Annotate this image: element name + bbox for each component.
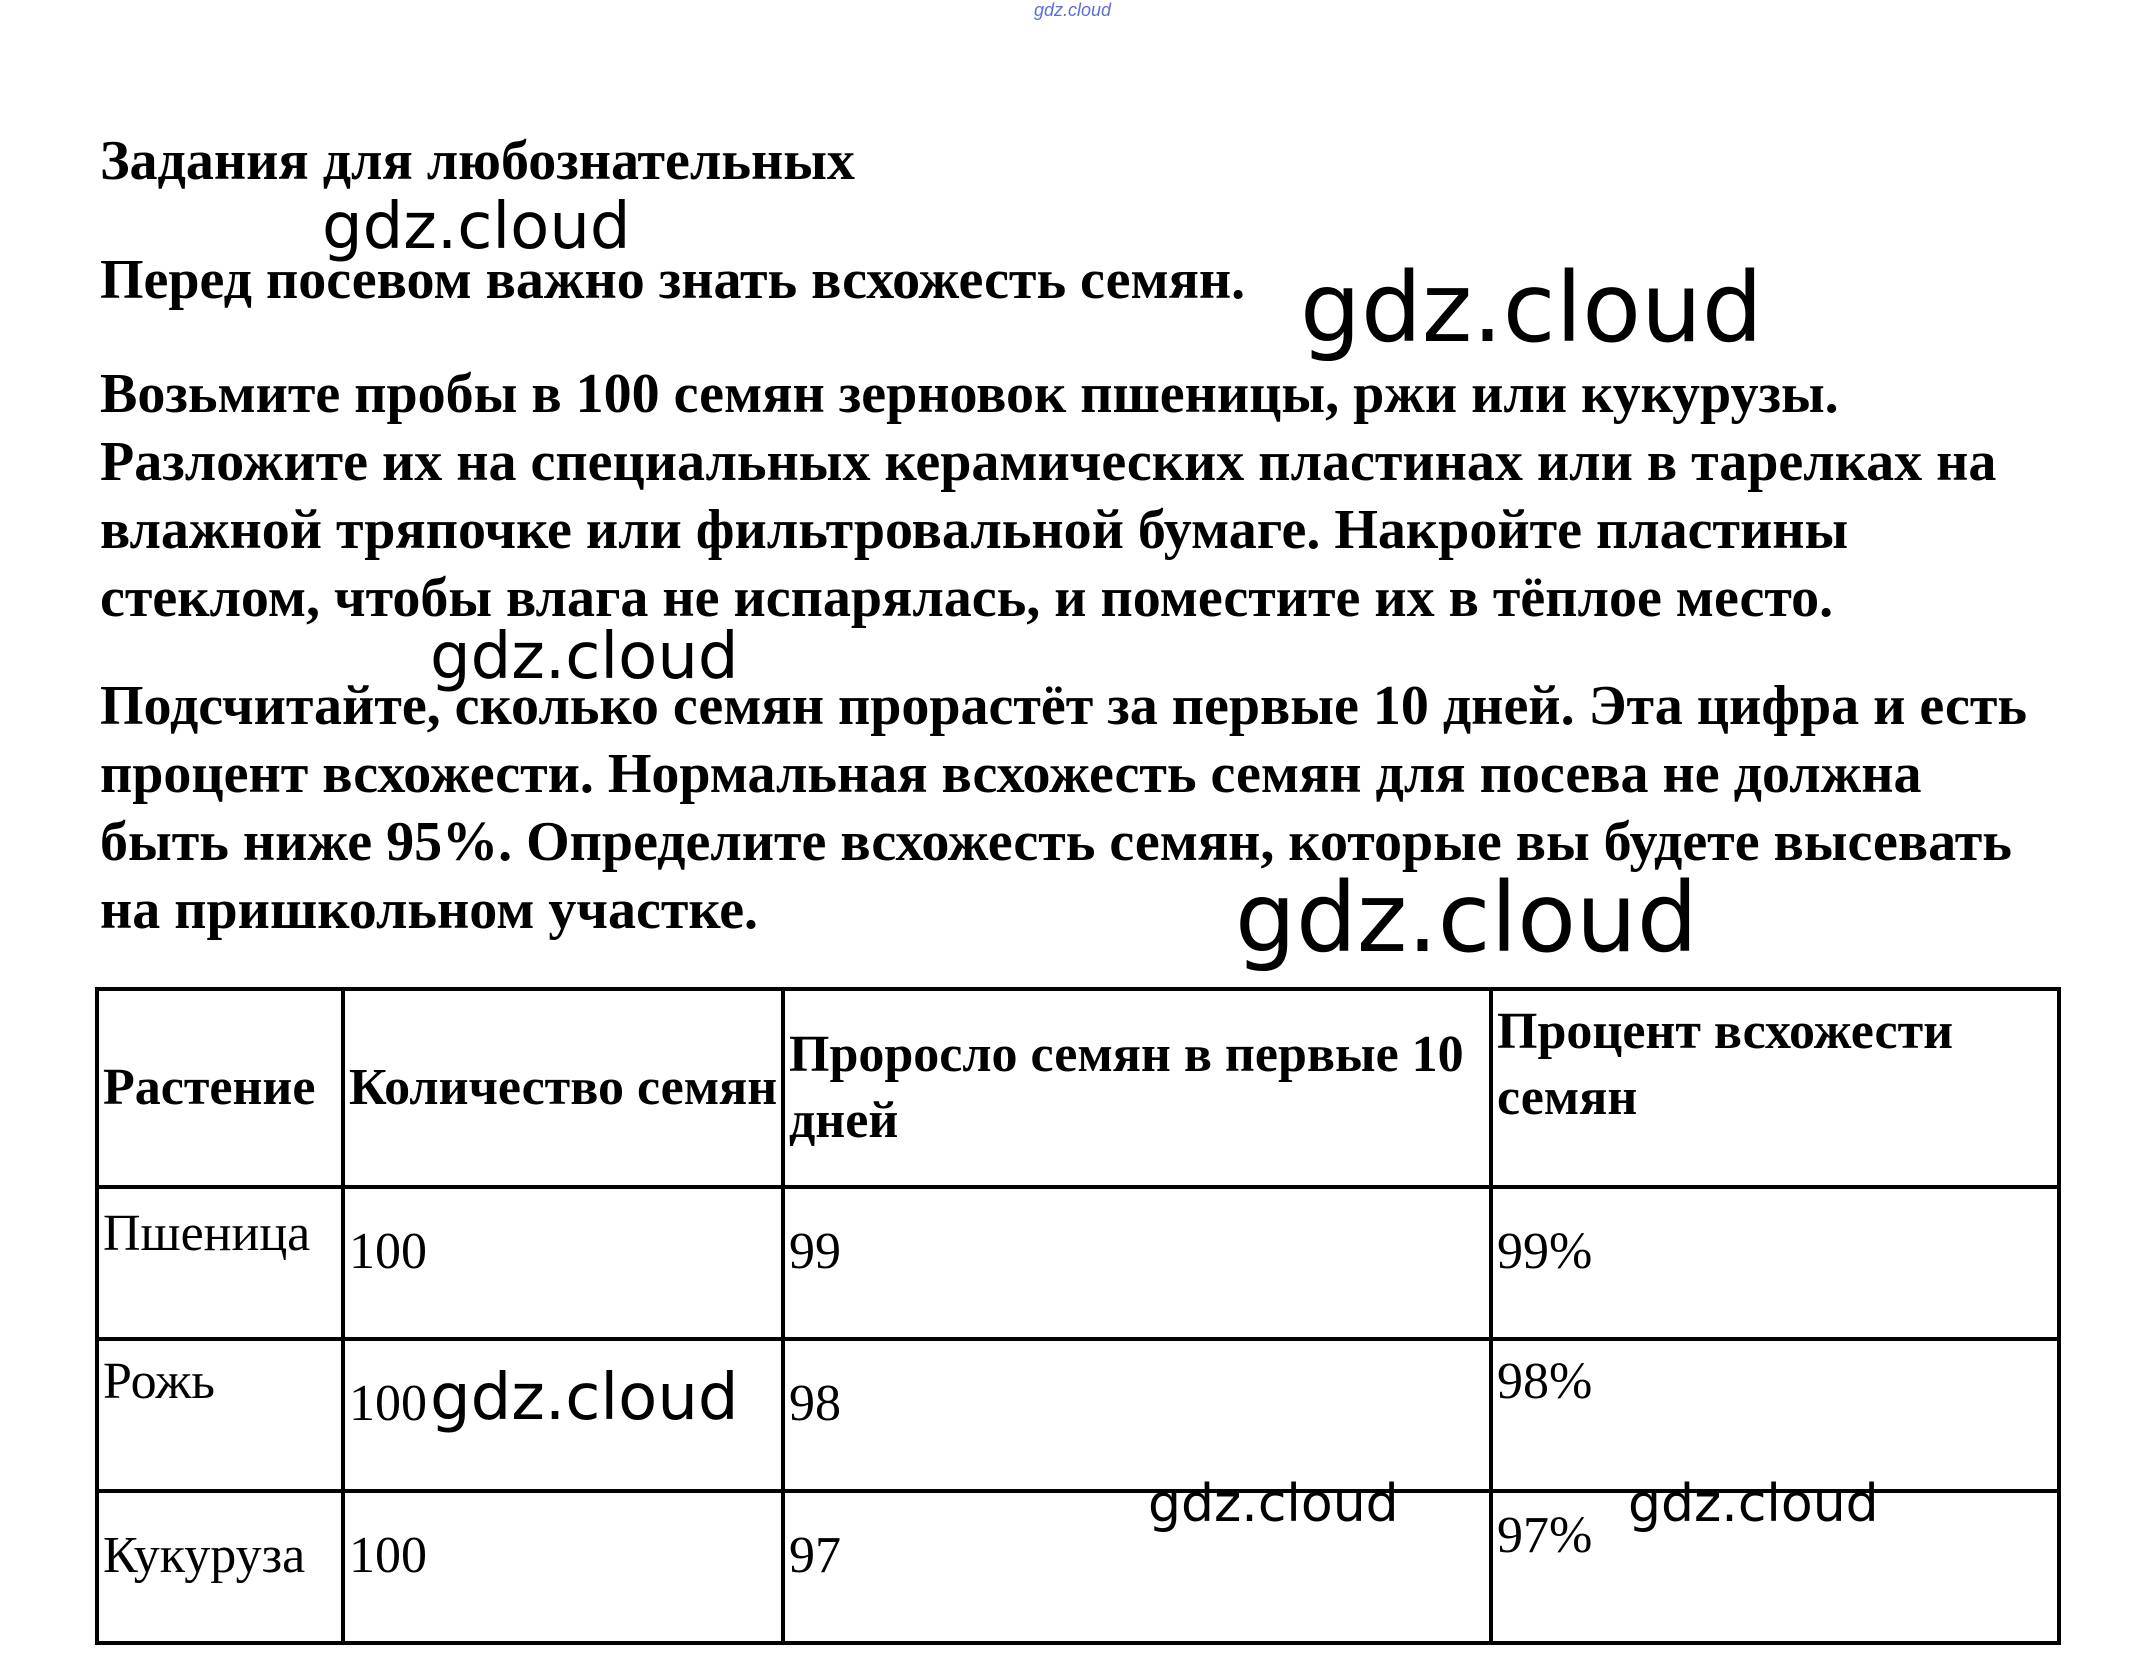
- header-seed-count: Количество семян: [343, 989, 783, 1187]
- watermark: gdz.cloud: [1628, 1474, 1879, 1534]
- table-row: [97, 1187, 2059, 1339]
- cell-plant: Кукуруза: [97, 1491, 343, 1643]
- page-title: Задания для любознательных: [100, 130, 855, 192]
- paragraph-1: Перед посевом важно знать всхожесть семян.: [100, 249, 1246, 311]
- cell-sprouted: 97: [783, 1491, 1491, 1643]
- cell-sprouted: 98: [783, 1339, 1491, 1491]
- cell-seed-count: 100: [343, 1491, 783, 1643]
- cell-sprouted: 99: [783, 1187, 1491, 1339]
- watermark: gdz.cloud: [322, 190, 631, 264]
- header-germination-percent: Процент всхожести семян: [1491, 989, 2059, 1187]
- cell-seed-count: 100: [343, 1187, 783, 1339]
- cell-percent: 98%: [1491, 1339, 2059, 1491]
- cell-percent: 97%: [1491, 1491, 2059, 1643]
- watermark: gdz.cloud: [430, 1361, 739, 1435]
- watermark: gdz.cloud: [1148, 1474, 1399, 1534]
- table-row: [97, 1339, 2059, 1491]
- table-header-row: [97, 989, 2059, 1187]
- watermark: gdz.cloud: [1300, 252, 1763, 364]
- paragraph-2: Возьмите пробы в 100 семян зерновок пшеницы, ржи или кукурузы. Разложите их на специальных керамических пластинах или в тарелках на влажной тряпочке или фильтровальной бумаге. Накройте пластины стеклом, чтобы влага не испарялась, и поместите их в тёплое место.: [100, 363, 1997, 629]
- header-sprouted: Проросло семян в первые 10 дней: [783, 989, 1491, 1187]
- cell-percent: 99%: [1491, 1187, 2059, 1339]
- cell-plant: Пшеница: [97, 1187, 343, 1339]
- header-watermark: gdz.cloud: [1034, 0, 1112, 20]
- cell-plant: Рожь: [97, 1339, 343, 1491]
- cell-seed-count: 100: [343, 1339, 783, 1491]
- header-plant: Растение: [97, 989, 343, 1187]
- germination-table: [95, 987, 2061, 1645]
- watermark: gdz.cloud: [430, 620, 739, 694]
- paragraph-3: Подсчитайте, сколько семян прорастёт за первые 10 дней. Эта цифра и есть процент всхожести. Нормальная всхожесть семян для посева не должна быть ниже 95%. Определите всхожесть семян, которые вы будете высевать на пришкольном участке.: [100, 675, 2027, 941]
- watermark: gdz.cloud: [1235, 862, 1698, 974]
